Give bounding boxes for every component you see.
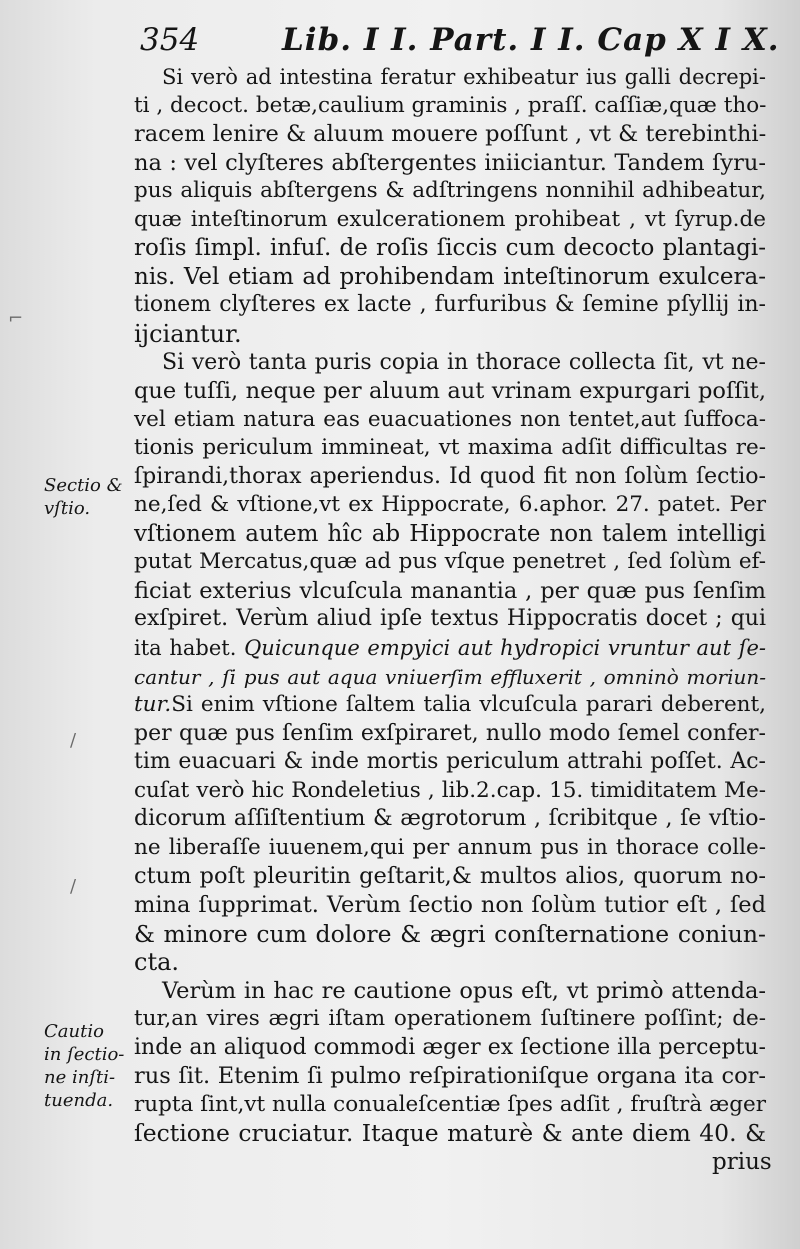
text-line xyxy=(134,920,766,948)
line-text: prius xyxy=(712,1148,772,1175)
text-line xyxy=(134,748,766,776)
line-text: rupta ſint,vt nulla conualeſcentiæ ſpes adſit , fruſtrà æger xyxy=(134,1091,766,1117)
line-text: na : vel clyſteres abſtergentes iniiciantur. Tandem ſyru- xyxy=(134,149,766,176)
line-text: que tuſſi, neque per aluum aut vrinam expurgari poſſit, xyxy=(134,378,766,405)
line-text: ſpirandi,thorax aperiendus. Id quod fit non ſolùm ſectio- xyxy=(134,463,766,489)
text-line xyxy=(134,634,766,662)
line-text: Si verò tanta puris copia in thorace collecta ſit, vt ne- xyxy=(162,349,766,375)
line-text: vſtionem autem hîc ab Hippocrate non talem intelligi xyxy=(134,520,766,547)
marginal-note-line: in ſectio- xyxy=(44,1044,125,1065)
text-line xyxy=(134,891,766,919)
text-line xyxy=(134,862,766,890)
text-line xyxy=(134,948,766,976)
marginal-note-cautio xyxy=(44,1020,132,1112)
running-head: Lib. I I. Part. I I. Cap X I X. xyxy=(282,22,780,58)
italic-text: Quicunque empyici aut hydropici vruntur aut ſe- xyxy=(244,636,766,660)
text-line xyxy=(134,1091,766,1119)
text-line xyxy=(134,834,766,862)
line-text: inde an aliquod commodi æger ex ſectione illa perceptu- xyxy=(134,1034,766,1060)
text-line xyxy=(134,1005,766,1033)
text-line xyxy=(134,577,766,605)
text-line xyxy=(134,177,766,205)
text-line xyxy=(134,663,766,691)
margin-mark: / xyxy=(70,876,77,897)
marginal-note-sectio-vstio xyxy=(44,474,132,520)
text-line xyxy=(162,977,766,1005)
marginal-note-line: Sectio & xyxy=(44,475,123,496)
line-text: quæ inteſtinorum exulcerationem prohibeat , vt ſyrup.de xyxy=(134,206,766,232)
line-text: cuſat verò hic Rondeletius , lib.2.cap. 15. timiditatem Me- xyxy=(134,777,766,803)
line-text: exſpiret. Verùm aliud ipſe textus Hippocratis docet ; qui xyxy=(134,606,766,632)
line-text: ne liberaſſe iuuenem,qui per annum pus in thorace colle- xyxy=(134,834,766,860)
line-text: putat Mercatus,quæ ad pus vſque penetret , ſed ſolùm ef- xyxy=(134,549,766,575)
text-line xyxy=(134,777,766,805)
text-line xyxy=(134,1119,766,1147)
line-text: tionem clyſteres ex lacte , furfuribus & ſemine pſyllij in- xyxy=(134,292,766,318)
line-text: tur,an vires ægri iſtam operationem ſuſtinere poſſint; de- xyxy=(134,1006,766,1032)
text-line xyxy=(162,63,766,91)
line-text: Si enim vſtione ſaltem talia vlcuſcula parari deberent, xyxy=(171,692,766,718)
text-line xyxy=(134,720,766,748)
line-text: dicorum aſſiſtentium & ægrotorum , ſcribitque , ſe vſtio- xyxy=(134,806,766,832)
margin-mark: ⌐ xyxy=(8,308,24,329)
text-line xyxy=(134,520,766,548)
text-line xyxy=(134,206,766,234)
line-text: vel etiam natura eas euacuationes non tentet,aut ſuffoca- xyxy=(134,406,766,432)
line-text: ti , decoct. betæ,caulium graminis , praſſ. caſſiæ,quæ tho- xyxy=(134,92,767,118)
marginal-note-line: vſtio. xyxy=(44,498,91,519)
text-line xyxy=(134,92,766,120)
text-line xyxy=(134,234,766,262)
line-text: ficiat exterius vlcuſcula manantia , per quæ pus ſenſim xyxy=(134,577,766,604)
text-line xyxy=(134,691,766,719)
text-line xyxy=(134,320,766,348)
line-text: nis. Vel etiam ad prohibendam inteſtinorum exulcera- xyxy=(134,263,766,290)
text-line xyxy=(134,263,766,291)
line-text: ita habet. xyxy=(134,636,237,660)
text-line xyxy=(134,463,766,491)
margin-mark: / xyxy=(70,730,77,751)
line-text: roſis ſimpl. infuſ. de roſis ſiccis cum decocto plantagi- xyxy=(134,235,766,262)
text-line xyxy=(134,805,766,833)
line-text: tim euacuari & inde mortis periculum attrahi poſſet. Ac- xyxy=(134,749,766,775)
text-line xyxy=(134,149,766,177)
line-text: mina ſupprimat. Verùm ſectio non ſolùm tutior eſt , ſed xyxy=(134,891,766,918)
text-line xyxy=(712,1148,772,1176)
text-line xyxy=(134,1062,766,1090)
text-line xyxy=(134,605,766,633)
text-line xyxy=(134,491,766,519)
marginal-note-line: ne inſti- xyxy=(44,1067,116,1088)
text-line xyxy=(162,349,766,377)
line-text: tionis periculum immineat, vt maxima adſit difficultas re- xyxy=(134,435,766,461)
marginal-note-line: tuenda. xyxy=(44,1090,114,1111)
text-line xyxy=(134,291,766,319)
line-text: Si verò ad intestina feratur exhibeatur ius galli decrepi- xyxy=(162,65,766,89)
line-text: ctum poſt pleuritin geſtarit,& multos alios, quorum no- xyxy=(134,863,766,890)
text-line xyxy=(134,434,766,462)
line-text: ne,ſed & vſtione,vt ex Hippocrate, 6.aphor. 27. patet. Per xyxy=(134,492,766,518)
line-text: per quæ pus ſenſim exſpiraret, nullo modo ſemel confer- xyxy=(134,720,766,746)
text-line xyxy=(134,377,766,405)
page-number: 354 xyxy=(140,22,200,58)
marginal-note-line: Cautio xyxy=(44,1021,104,1042)
italic-text: cantur , ſi pus aut aqua vniuerſim effluxerit , omninò moriun- xyxy=(134,664,766,689)
line-text: ſectione cruciatur. Itaque maturè & ante diem 40. & xyxy=(134,1119,766,1148)
line-text: rus ſit. Etenim ſi pulmo reſpirationiſque organa ita cor- xyxy=(134,1063,766,1090)
text-line xyxy=(134,548,766,576)
line-text: pus aliquis abſtergens & adſtringens nonnihil adhibeatur, xyxy=(134,178,766,204)
text-line xyxy=(134,406,766,434)
italic-text: tur. xyxy=(134,692,172,718)
text-line xyxy=(134,1034,766,1062)
text-line xyxy=(134,120,766,148)
line-text: cta. xyxy=(134,948,180,977)
line-text: & minore cum dolore & ægri conſternatione coniun- xyxy=(134,919,766,948)
line-text: racem lenire & aluum mouere poſſunt , vt & terebinthi- xyxy=(134,121,767,148)
line-text: ijciantur. xyxy=(134,319,242,348)
line-text: Verùm in hac re cautione opus eſt, vt primò attenda- xyxy=(162,977,766,1004)
